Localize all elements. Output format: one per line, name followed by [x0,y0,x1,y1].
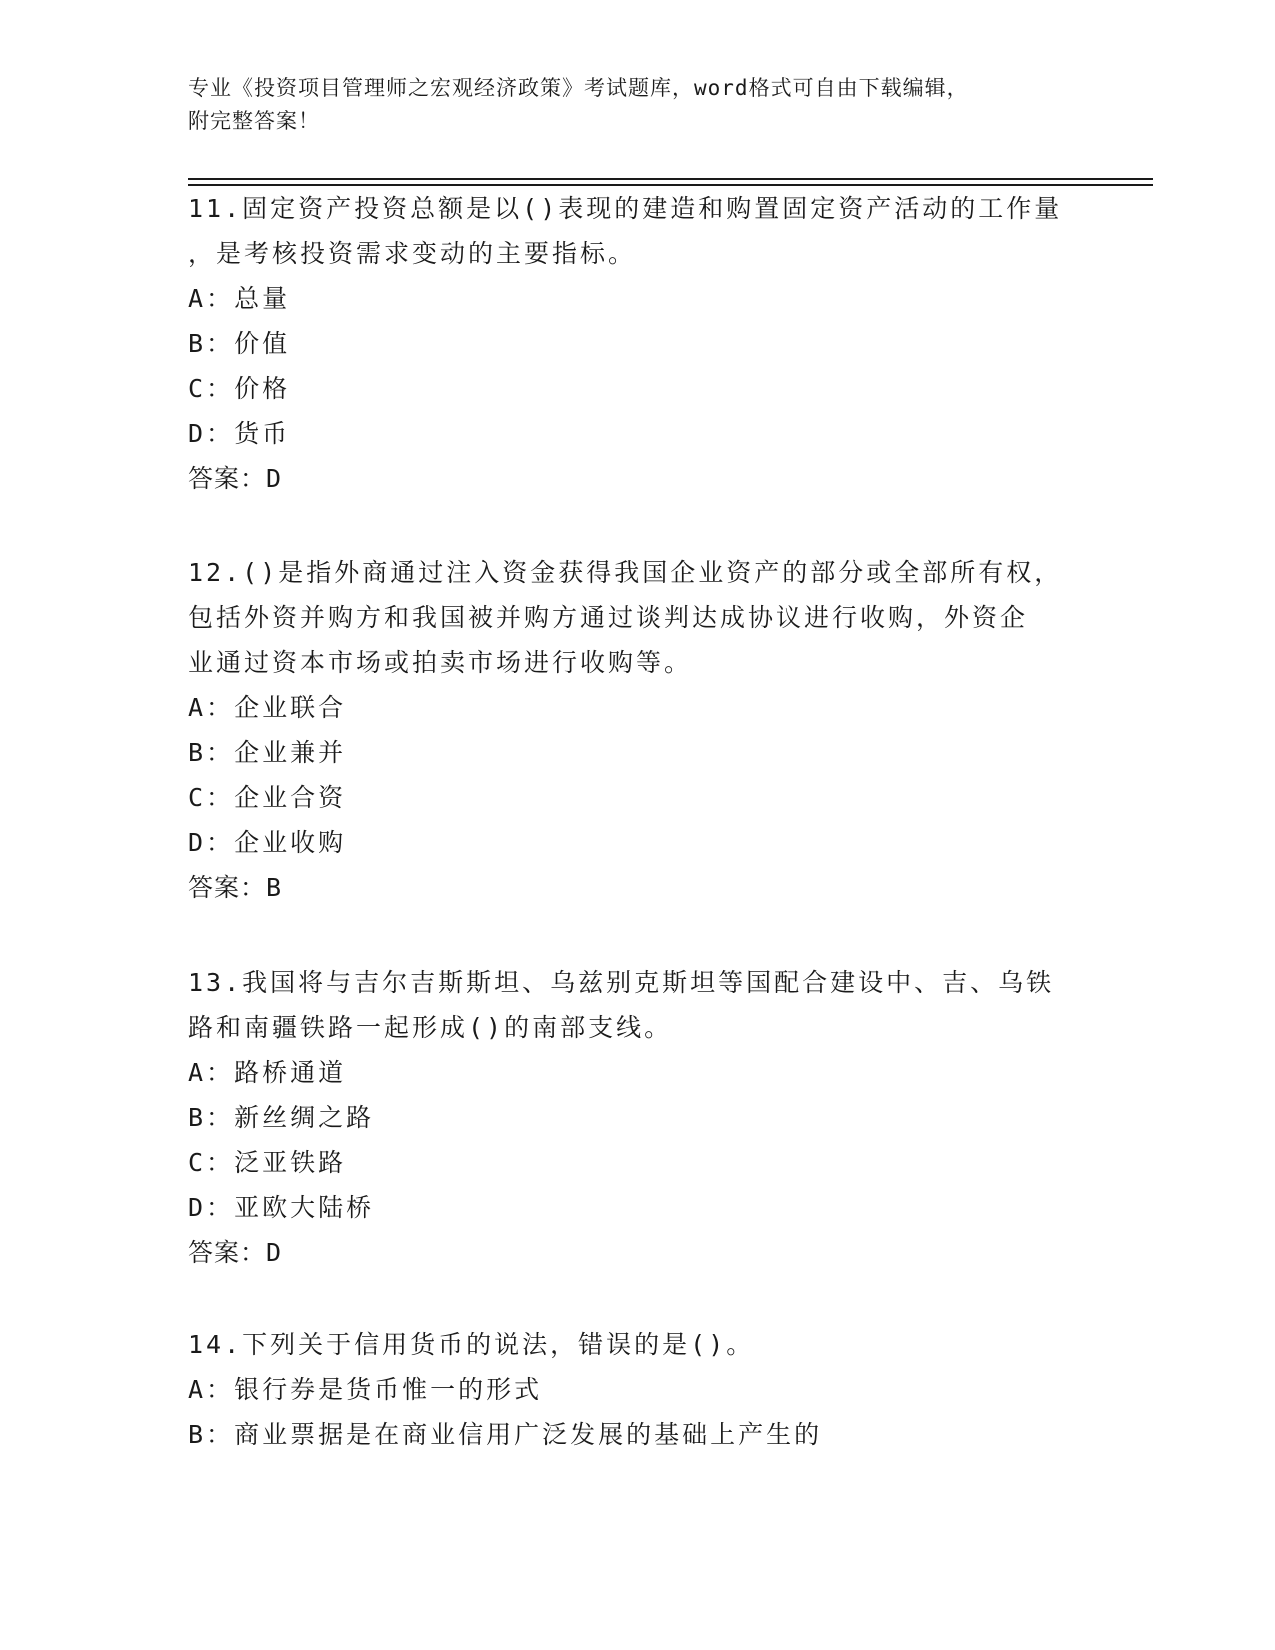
option-text: 企业兼并 [234,738,347,767]
option-d [188,1185,1088,1230]
option-c [188,775,1088,820]
answer [188,1230,1088,1275]
option-text: 亚欧大陆桥 [234,1193,375,1222]
question-12 [188,550,1088,910]
option-text: 企业联合 [234,693,347,722]
option-text: 新丝绸之路 [234,1103,375,1132]
option-text: 价值 [234,329,291,358]
option-text: 商业票据是在商业信用广泛发展的基础上产生的 [234,1420,823,1449]
question-stem-line: 14.下列关于信用货币的说法，错误的是()。 [188,1330,755,1359]
question-stem-line: 包括外资并购方和我国被并购方通过谈判达成协议进行收购，外资企 [188,603,1029,632]
question-11 [188,186,1088,501]
option-text: 企业收购 [234,828,347,857]
question-14 [188,1322,1088,1457]
option-key: D： [188,828,235,857]
option-text: 价格 [234,374,291,403]
option-b [188,1095,1088,1140]
answer [188,456,1088,501]
answer-value: D [266,1238,283,1267]
document-header [188,72,1088,138]
question-stem-line: 13.我国将与吉尔吉斯斯坦、乌兹别克斯坦等国配合建设中、吉、乌铁 [188,968,1055,997]
option-a [188,1367,1088,1412]
header-divider-top [188,178,1153,180]
option-c [188,366,1088,411]
option-key: C： [188,783,235,812]
question-stem-line: 业通过资本市场或拍卖市场进行收购等。 [188,648,693,677]
option-d [188,411,1088,456]
option-text: 路桥通道 [234,1058,347,1087]
header-line-2: 附完整答案！ [188,109,320,133]
option-key: C： [188,1148,235,1177]
answer-value: B [266,873,283,902]
option-key: B： [188,738,235,767]
option-a [188,1050,1088,1095]
option-text: 总量 [234,284,291,313]
option-c [188,1140,1088,1185]
option-b [188,1412,1088,1457]
option-key: A： [188,284,235,313]
option-key: C： [188,374,235,403]
answer-label: 答案： [188,1238,267,1267]
option-text: 货币 [234,419,291,448]
option-key: A： [188,1058,235,1087]
option-key: B： [188,329,235,358]
option-key: D： [188,419,235,448]
option-text: 企业合资 [234,783,347,812]
answer-label: 答案： [188,873,267,902]
option-key: B： [188,1103,235,1132]
option-key: B： [188,1420,235,1449]
question-13 [188,960,1088,1275]
question-stem-line: 路和南疆铁路一起形成()的南部支线。 [188,1013,673,1042]
option-d [188,820,1088,865]
answer [188,865,1088,910]
answer-label: 答案： [188,464,267,493]
option-a [188,685,1088,730]
option-text: 银行券是货币惟一的形式 [234,1375,543,1404]
answer-value: D [266,464,283,493]
option-text: 泛亚铁路 [234,1148,347,1177]
question-stem-line: ，是考核投资需求变动的主要指标。 [188,239,637,268]
option-a [188,276,1088,321]
option-key: A： [188,693,235,722]
question-stem-line: 11.固定资产投资总额是以()表现的建造和购置固定资产活动的工作量 [188,194,1063,223]
option-key: A： [188,1375,235,1404]
question-stem-line: 12.()是指外商通过注入资金获得我国企业资产的部分或全部所有权， [188,558,1063,587]
option-key: D： [188,1193,235,1222]
header-line-1: 专业《投资项目管理师之宏观经济政策》考试题库，word格式可自由下载编辑， [188,76,969,100]
option-b [188,321,1088,366]
option-b [188,730,1088,775]
